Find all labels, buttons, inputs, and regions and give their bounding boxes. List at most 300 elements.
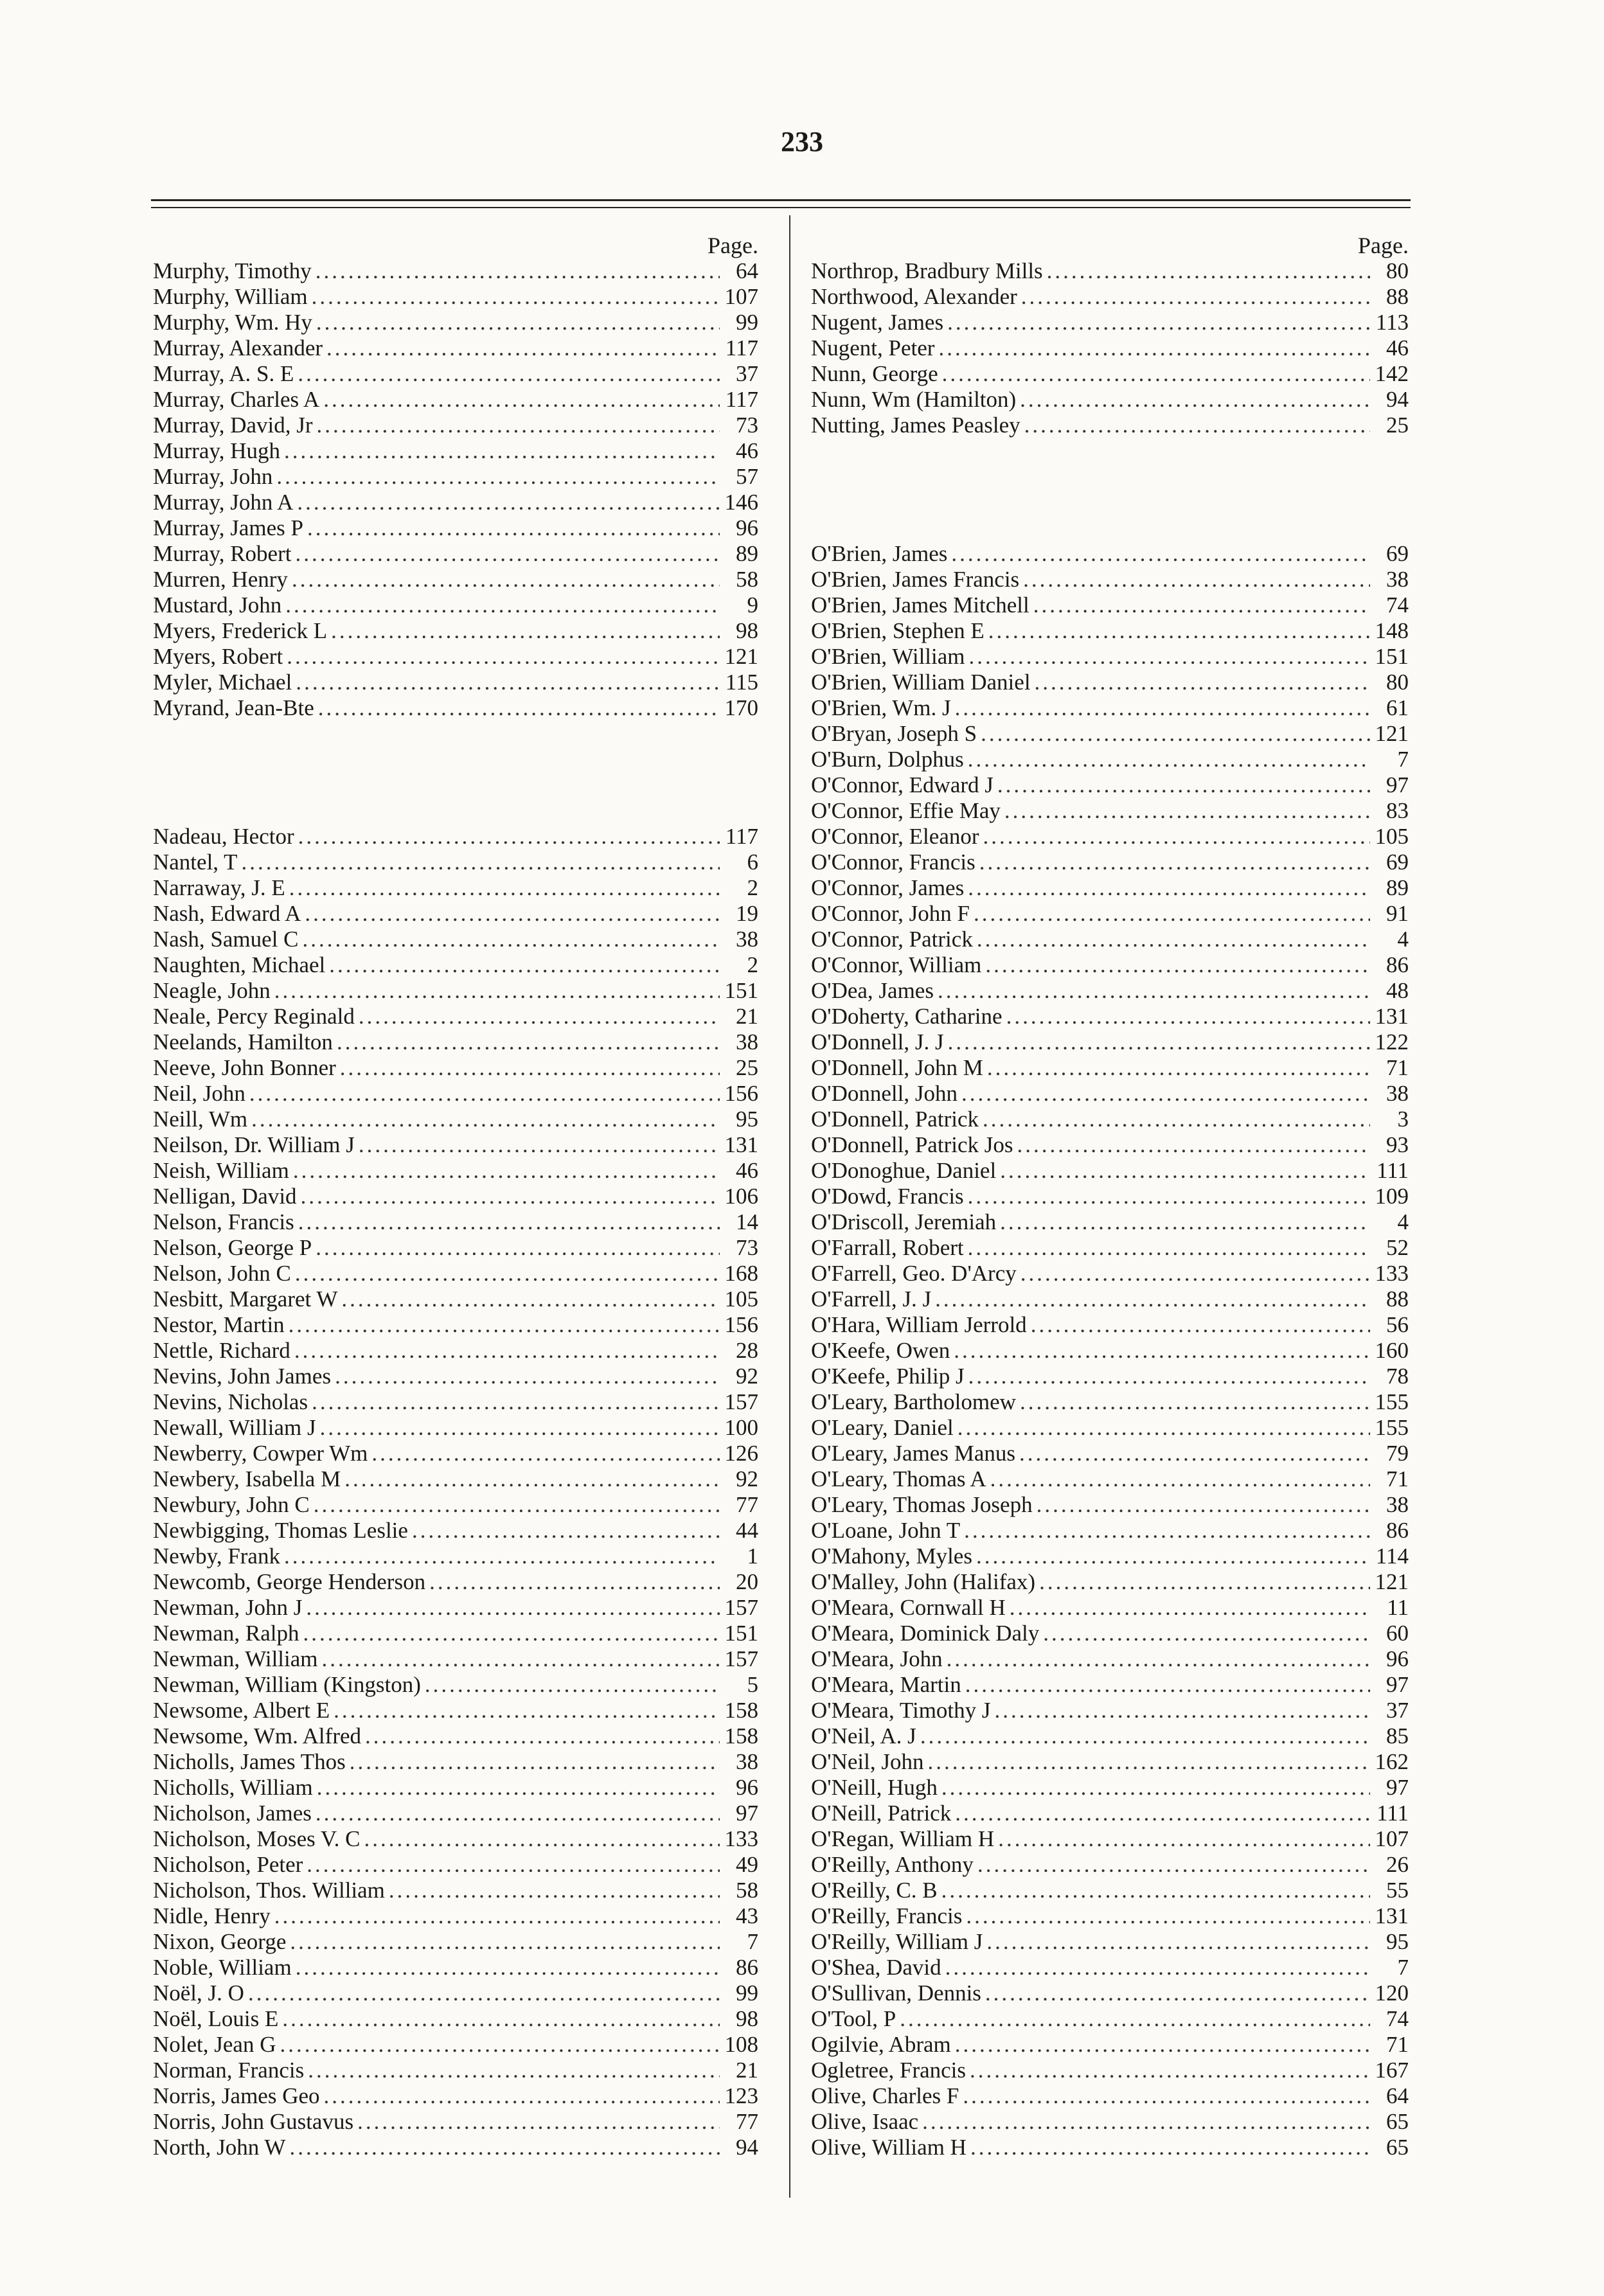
dot-leader xyxy=(961,1081,1370,1107)
index-entry xyxy=(811,310,1409,335)
entry-name: Neeve, John Bonner xyxy=(153,1055,336,1080)
dot-leader xyxy=(920,1723,1370,1749)
index-entry xyxy=(811,335,1409,361)
dot-leader xyxy=(1006,1004,1370,1029)
entry-name: O'Connor, John F xyxy=(811,901,970,926)
entry-name: O'Brien, James Francis xyxy=(811,567,1020,592)
entry-page-number: 121 xyxy=(1375,1569,1409,1594)
entry-page-number: 113 xyxy=(1375,310,1409,335)
entry-name: Newcomb, George Henderson xyxy=(153,1569,426,1594)
entry-page-number: 19 xyxy=(736,901,758,926)
index-entry xyxy=(811,721,1409,747)
entry-page-number: 156 xyxy=(724,1312,758,1337)
dot-leader xyxy=(1019,1441,1370,1466)
dot-leader xyxy=(305,901,720,927)
index-entry xyxy=(153,1929,758,1955)
index-entry xyxy=(811,1107,1409,1132)
dot-leader xyxy=(1004,798,1370,824)
dot-leader xyxy=(359,1132,720,1158)
entry-name: Nash, Edward A xyxy=(153,901,301,926)
dot-leader xyxy=(948,1029,1370,1055)
index-entry xyxy=(153,618,758,644)
dot-leader xyxy=(329,952,720,978)
index-entry xyxy=(811,695,1409,721)
entry-page-number: 38 xyxy=(736,1029,758,1055)
entry-name: O'Meara, John xyxy=(811,1646,943,1671)
entry-name: Murray, Robert xyxy=(153,541,292,566)
index-entry xyxy=(811,850,1409,875)
index-entry xyxy=(811,1646,1409,1672)
dot-leader xyxy=(968,1235,1370,1261)
entry-name: Newsome, Albert E xyxy=(153,1698,330,1723)
entry-name: Naughten, Michael xyxy=(153,952,326,977)
index-entry xyxy=(811,387,1409,413)
entry-page-number: 25 xyxy=(1386,413,1409,438)
dot-leader xyxy=(320,1415,720,1441)
dot-leader xyxy=(900,2006,1370,2032)
dot-leader xyxy=(951,541,1370,567)
entry-page-number: 155 xyxy=(1375,1415,1409,1440)
dot-leader xyxy=(968,875,1370,901)
entry-name: Olive, William H xyxy=(811,2135,967,2160)
dot-leader xyxy=(289,875,720,901)
dot-leader xyxy=(983,1107,1370,1132)
entry-name: O'Keefe, Philip J xyxy=(811,1364,965,1389)
index-entry xyxy=(153,1184,758,1209)
dot-leader xyxy=(312,284,720,310)
index-entry xyxy=(153,978,758,1004)
entry-page-number: 94 xyxy=(736,2135,758,2160)
entry-page-number: 111 xyxy=(1377,1158,1409,1183)
dot-leader xyxy=(282,2006,720,2032)
entry-page-number: 80 xyxy=(1386,258,1409,283)
index-entry xyxy=(153,2109,758,2135)
index-entry xyxy=(811,1852,1409,1878)
entry-page-number: 106 xyxy=(724,1184,758,1209)
dot-leader xyxy=(248,1980,720,2006)
entry-page-number: 95 xyxy=(1386,1929,1409,1954)
section-gap xyxy=(811,515,1409,541)
index-entry xyxy=(153,1261,758,1286)
index-entry xyxy=(153,1955,758,1980)
entry-page-number: 107 xyxy=(724,284,758,309)
dot-leader xyxy=(389,1878,720,1903)
entry-page-number: 151 xyxy=(724,978,758,1003)
entry-page-number: 69 xyxy=(1386,850,1409,875)
entry-page-number: 117 xyxy=(725,387,758,412)
entry-name: Nelson, George P xyxy=(153,1235,312,1260)
dot-leader xyxy=(963,2083,1370,2109)
entry-name: Murray, A. S. E xyxy=(153,361,294,386)
dot-leader xyxy=(359,1004,720,1029)
index-entry xyxy=(811,1672,1409,1698)
entry-page-number: 131 xyxy=(724,1132,758,1157)
entry-name: O'Burn, Dolphus xyxy=(811,747,964,772)
entry-name: O'Farrell, J. J xyxy=(811,1286,932,1312)
entry-page-number: 111 xyxy=(1377,1801,1409,1826)
index-entry xyxy=(153,1878,758,1903)
index-entry xyxy=(811,875,1409,901)
entry-name: Nunn, George xyxy=(811,361,938,386)
dot-leader xyxy=(249,1081,720,1107)
entry-page-number: 91 xyxy=(1386,901,1409,926)
entry-name: Noël, J. O xyxy=(153,1980,244,2006)
index-entry xyxy=(811,2006,1409,2032)
index-entry xyxy=(153,1492,758,1518)
entry-page-number: 114 xyxy=(1375,1544,1409,1569)
entry-name: Newman, William (Kingston) xyxy=(153,1672,421,1697)
index-entry xyxy=(153,438,758,464)
dot-leader xyxy=(292,567,720,592)
entry-name: Olive, Isaac xyxy=(811,2109,919,2134)
index-entry xyxy=(153,901,758,927)
section-gap xyxy=(811,438,1409,464)
index-entry xyxy=(811,1595,1409,1621)
entry-page-number: 158 xyxy=(724,1698,758,1723)
index-entry xyxy=(811,1518,1409,1544)
entry-page-number: 21 xyxy=(736,1004,758,1029)
index-entry xyxy=(811,1389,1409,1415)
index-entry xyxy=(811,413,1409,438)
index-entry xyxy=(811,1801,1409,1826)
dot-leader xyxy=(429,1569,720,1595)
entry-page-number: 96 xyxy=(736,1775,758,1800)
dot-leader xyxy=(1043,1621,1370,1646)
entry-page-number: 46 xyxy=(736,438,758,463)
entry-name: Noël, Louis E xyxy=(153,2006,279,2031)
index-entry xyxy=(153,1415,758,1441)
index-entry xyxy=(153,952,758,978)
index-entry xyxy=(811,2058,1409,2083)
index-list xyxy=(153,258,758,2160)
index-entry xyxy=(811,978,1409,1004)
entry-name: O'Reilly, William J xyxy=(811,1929,983,1954)
dot-leader xyxy=(968,1364,1370,1389)
index-entry xyxy=(811,1132,1409,1158)
entry-name: O'Meara, Cornwall H xyxy=(811,1595,1006,1620)
index-entry xyxy=(811,1955,1409,1980)
index-entry xyxy=(153,2058,758,2083)
index-entry xyxy=(153,2083,758,2109)
dot-leader xyxy=(308,2058,720,2083)
entry-name: Ogilvie, Abram xyxy=(811,2032,951,2057)
entry-name: O'Connor, James xyxy=(811,875,965,900)
dot-leader xyxy=(1039,1569,1370,1595)
entry-page-number: 98 xyxy=(736,618,758,643)
entry-page-number: 46 xyxy=(1386,335,1409,360)
entry-page-number: 1 xyxy=(747,1544,758,1569)
dot-leader xyxy=(1023,567,1370,592)
entry-name: Norman, Francis xyxy=(153,2058,305,2083)
index-entry xyxy=(811,927,1409,952)
page-number: 233 xyxy=(781,126,823,157)
dot-leader xyxy=(251,1107,720,1132)
entry-name: O'Brien, William Daniel xyxy=(811,670,1031,695)
entry-name: Nicholson, Moses V. C xyxy=(153,1826,361,1851)
entry-name: O'Dea, James xyxy=(811,978,934,1003)
entry-name: Murray, Charles A xyxy=(153,387,320,412)
index-entry xyxy=(153,1209,758,1235)
index-entry xyxy=(153,1646,758,1672)
index-entry xyxy=(811,824,1409,850)
entry-name: Nevins, Nicholas xyxy=(153,1389,308,1414)
index-entry xyxy=(153,1980,758,2006)
entry-name: Myers, Frederick L xyxy=(153,618,328,643)
entry-name: O'Hara, William Jerrold xyxy=(811,1312,1027,1337)
entry-page-number: 121 xyxy=(1375,721,1409,746)
entry-name: Nicholls, James Thos xyxy=(153,1749,346,1774)
index-entry xyxy=(153,2135,758,2160)
index-entry xyxy=(811,2135,1409,2160)
entry-name: Neelands, Hamilton xyxy=(153,1029,333,1055)
dot-leader xyxy=(301,1184,720,1209)
entry-page-number: 92 xyxy=(736,1364,758,1389)
entry-name: O'Leary, Bartholomew xyxy=(811,1389,1016,1414)
index-entry xyxy=(811,1903,1409,1929)
entry-page-number: 57 xyxy=(736,464,758,489)
index-entry xyxy=(811,1184,1409,1209)
entry-page-number: 3 xyxy=(1397,1107,1409,1132)
entry-name: Nicholson, Thos. William xyxy=(153,1878,385,1903)
index-entry xyxy=(811,1980,1409,2006)
dot-leader xyxy=(337,1029,720,1055)
dot-leader xyxy=(317,1775,720,1801)
index-entry xyxy=(153,875,758,901)
entry-name: O'Dowd, Francis xyxy=(811,1184,964,1209)
index-entry xyxy=(153,464,758,490)
dot-leader xyxy=(1020,1261,1370,1286)
entry-page-number: 146 xyxy=(724,490,758,515)
entry-name: Ogletree, Francis xyxy=(811,2058,967,2083)
entry-page-number: 170 xyxy=(724,695,758,720)
entry-name: North, John W xyxy=(153,2135,286,2160)
index-entry xyxy=(153,361,758,387)
entry-name: O'Doherty, Catharine xyxy=(811,1004,1003,1029)
dot-leader xyxy=(306,1595,720,1621)
index-entry xyxy=(811,258,1409,284)
index-entry xyxy=(153,567,758,592)
index-entry xyxy=(153,1466,758,1492)
index-entry xyxy=(153,335,758,361)
entry-page-number: 20 xyxy=(736,1569,758,1594)
index-entry xyxy=(153,592,758,618)
entry-page-number: 167 xyxy=(1375,2058,1409,2083)
entry-name: O'Regan, William H xyxy=(811,1826,995,1851)
entry-name: Myers, Robert xyxy=(153,644,283,669)
entry-name: O'Tool, P xyxy=(811,2006,896,2031)
entry-page-number: 28 xyxy=(736,1338,758,1363)
dot-leader xyxy=(988,618,1370,644)
dot-leader xyxy=(298,824,720,850)
entry-name: O'Driscoll, Jeremiah xyxy=(811,1209,997,1234)
entry-name: Newberry, Cowper Wm xyxy=(153,1441,368,1466)
entry-name: Newbigging, Thomas Leslie xyxy=(153,1518,408,1543)
entry-page-number: 92 xyxy=(736,1466,758,1491)
dot-leader xyxy=(334,1698,720,1723)
entry-name: Newman, Ralph xyxy=(153,1621,299,1646)
index-entry xyxy=(811,901,1409,927)
dot-leader xyxy=(1010,1595,1370,1621)
index-entry xyxy=(811,747,1409,772)
entry-page-number: 4 xyxy=(1397,1209,1409,1234)
entry-page-number: 4 xyxy=(1397,927,1409,952)
section-gap xyxy=(811,464,1409,490)
entry-name: Norris, John Gustavus xyxy=(153,2109,354,2134)
dot-leader xyxy=(294,1338,720,1364)
index-entry xyxy=(811,1723,1409,1749)
entry-name: Nixon, George xyxy=(153,1929,287,1954)
entry-name: Nutting, James Peasley xyxy=(811,413,1020,438)
entry-name: O'Brien, William xyxy=(811,644,965,669)
entry-page-number: 97 xyxy=(1386,1672,1409,1697)
entry-name: Murren, Henry xyxy=(153,567,288,592)
index-entry xyxy=(811,1878,1409,1903)
index-entry xyxy=(153,927,758,952)
entry-page-number: 156 xyxy=(724,1081,758,1106)
dot-leader xyxy=(974,901,1370,927)
entry-page-number: 123 xyxy=(724,2083,758,2108)
entry-page-number: 99 xyxy=(736,310,758,335)
entry-page-number: 97 xyxy=(1386,772,1409,797)
entry-page-number: 11 xyxy=(1387,1595,1409,1620)
entry-page-number: 160 xyxy=(1375,1338,1409,1363)
dot-leader xyxy=(350,1749,720,1775)
entry-page-number: 95 xyxy=(736,1107,758,1132)
dot-leader xyxy=(317,413,720,438)
dot-leader xyxy=(341,1286,720,1312)
entry-name: O'Neill, Hugh xyxy=(811,1775,938,1800)
entry-page-number: 7 xyxy=(747,1929,758,1954)
entry-page-number: 162 xyxy=(1375,1749,1409,1774)
entry-page-number: 71 xyxy=(1386,2032,1409,2057)
entry-name: Murray, John A xyxy=(153,490,294,515)
dot-leader xyxy=(323,387,720,413)
entry-page-number: 133 xyxy=(1375,1261,1409,1286)
dot-leader xyxy=(947,310,1370,335)
dot-leader xyxy=(979,850,1370,875)
entry-page-number: 25 xyxy=(736,1055,758,1080)
dot-leader xyxy=(1000,1158,1370,1184)
dot-leader xyxy=(945,1955,1370,1980)
dot-leader xyxy=(296,670,720,695)
entry-name: Myrand, Jean-Bte xyxy=(153,695,314,720)
dot-leader xyxy=(990,1466,1370,1492)
index-entry xyxy=(811,592,1409,618)
entry-name: O'Meara, Timothy J xyxy=(811,1698,991,1723)
entry-name: Newsome, Wm. Alfred xyxy=(153,1723,362,1749)
dot-leader xyxy=(922,2109,1370,2135)
dot-leader xyxy=(1000,1209,1370,1235)
index-entry xyxy=(811,1029,1409,1055)
entry-page-number: 73 xyxy=(736,1235,758,1260)
dot-leader xyxy=(287,644,720,670)
dot-leader xyxy=(335,1364,720,1389)
index-entry xyxy=(811,1826,1409,1852)
entry-name: Nantel, T xyxy=(153,850,238,875)
index-entry xyxy=(153,413,758,438)
entry-page-number: 65 xyxy=(1386,2135,1409,2160)
dot-leader xyxy=(985,1980,1370,2006)
dot-leader xyxy=(340,1055,720,1081)
index-entry xyxy=(153,1441,758,1466)
index-entry xyxy=(153,1389,758,1415)
index-entry xyxy=(153,1569,758,1595)
index-entry xyxy=(153,1312,758,1338)
index-entry xyxy=(811,644,1409,670)
entry-name: Murray, Hugh xyxy=(153,438,280,463)
index-entry xyxy=(811,2109,1409,2135)
index-entry xyxy=(811,798,1409,824)
dot-leader xyxy=(371,1441,720,1466)
index-entry xyxy=(811,541,1409,567)
entry-page-number: 89 xyxy=(736,541,758,566)
entry-name: Nolet, Jean G xyxy=(153,2032,276,2057)
index-entry xyxy=(153,258,758,284)
index-entry xyxy=(153,1004,758,1029)
entry-name: O'Reilly, Francis xyxy=(811,1903,963,1928)
entry-page-number: 71 xyxy=(1386,1466,1409,1491)
dot-leader xyxy=(425,1672,720,1698)
index-entry xyxy=(153,387,758,413)
index-entry xyxy=(811,1441,1409,1466)
entry-name: Nadeau, Hector xyxy=(153,824,294,849)
dot-leader xyxy=(985,952,1370,978)
entry-name: O'Donnell, Patrick Jos xyxy=(811,1132,1013,1157)
dot-leader xyxy=(1035,670,1370,695)
entry-name: Newall, William J xyxy=(153,1415,316,1440)
dot-leader xyxy=(969,644,1371,670)
index-entry xyxy=(153,1775,758,1801)
dot-leader xyxy=(968,1184,1370,1209)
entry-page-number: 157 xyxy=(724,1595,758,1620)
dot-leader xyxy=(938,335,1370,361)
dot-leader xyxy=(314,1492,720,1518)
entry-name: O'Malley, John (Halifax) xyxy=(811,1569,1036,1594)
index-entry xyxy=(153,1801,758,1826)
dot-leader xyxy=(295,541,720,567)
dot-leader xyxy=(326,335,720,361)
column-divider xyxy=(789,215,790,2198)
entry-name: Nestor, Martin xyxy=(153,1312,285,1337)
entry-name: O'Keefe, Owen xyxy=(811,1338,950,1363)
dot-leader xyxy=(981,721,1370,747)
index-entry xyxy=(153,490,758,515)
entry-name: O'Meara, Martin xyxy=(811,1672,961,1697)
entry-page-number: 38 xyxy=(1386,1492,1409,1517)
entry-page-number: 9 xyxy=(747,592,758,618)
entry-page-number: 2 xyxy=(747,952,758,977)
index-entry xyxy=(811,1055,1409,1081)
entry-page-number: 151 xyxy=(1375,644,1409,669)
dot-leader xyxy=(298,1209,720,1235)
dot-leader xyxy=(307,1852,720,1878)
entry-name: O'Connor, Edward J xyxy=(811,772,994,797)
entry-name: Neilson, Dr. William J xyxy=(153,1132,355,1157)
dot-leader xyxy=(955,695,1370,721)
index-entry xyxy=(153,2006,758,2032)
top-rule-thin xyxy=(151,207,1411,208)
entry-page-number: 7 xyxy=(1397,747,1409,772)
top-rule xyxy=(151,199,1411,201)
index-entry xyxy=(153,1107,758,1132)
entry-page-number: 38 xyxy=(736,927,758,952)
entry-page-number: 88 xyxy=(1386,284,1409,309)
entry-page-number: 74 xyxy=(1386,592,1409,618)
entry-name: Neale, Percy Reginald xyxy=(153,1004,355,1029)
index-entry xyxy=(153,1723,758,1749)
entry-page-number: 100 xyxy=(724,1415,758,1440)
index-list xyxy=(811,258,1409,2160)
